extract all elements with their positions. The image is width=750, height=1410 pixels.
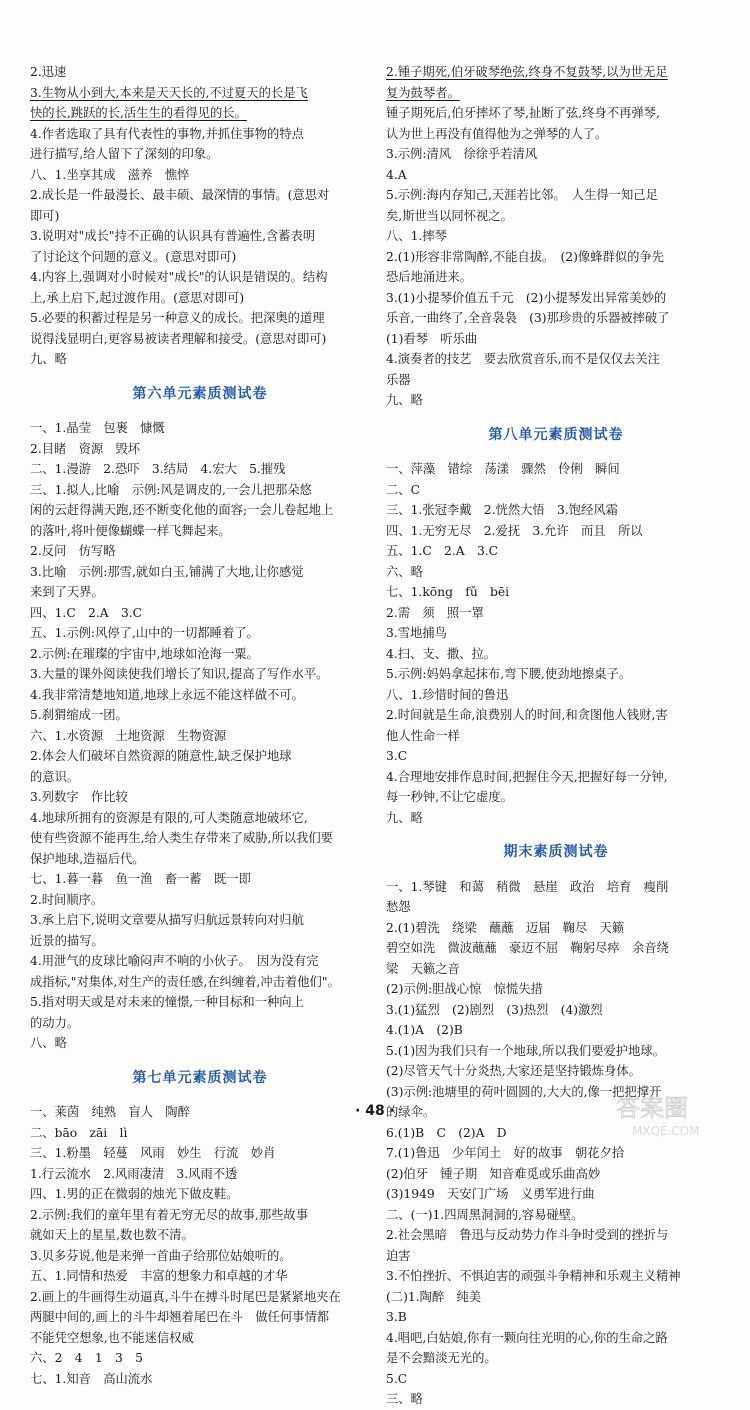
answer-line: 近景的描写。	[30, 933, 104, 948]
answer-line: (2)示例:胆战心惊 惊慌失措	[386, 982, 543, 996]
answer-line: 3.不怕挫折、不惧迫害的顽强斗争精神和乐观主义精神	[386, 1269, 681, 1283]
answer-line: 快的长,跳跃的长,活生生的看得见的长。	[30, 106, 247, 120]
answer-line: 的绿伞。	[386, 1105, 436, 1119]
answer-line: 2.(1)形容非常陶醉,不能自拔。 (2)像蜂群似的争先	[386, 249, 664, 264]
answer-line: 3.C	[386, 749, 408, 763]
answers-block-unit8	[386, 459, 726, 828]
answer-line: 3.示例:清风 徐徐乎若清风	[386, 147, 538, 161]
answer-line: 3.贝多芬说,他是来弹一首曲子给那位姑娘听的。	[30, 1248, 292, 1263]
answer-line: 的意识。	[30, 769, 80, 784]
section-title-final: 期末素质测试卷	[503, 844, 609, 860]
answer-line: 就如天上的星星,数也数不清。	[30, 1228, 194, 1242]
answer-line: 四、1.男的正在微弱的烛光下做皮鞋。	[30, 1187, 239, 1201]
answer-line: 六、1.水资源 土地资源 生物资源	[30, 728, 227, 743]
answer-line: 4.唱吧,白姑娘,你有一颗向往光明的心,你的生命之路	[386, 1330, 668, 1345]
answer-line: 3.说明对"成长"持不正确的认识具有普遍性,含蓄表明	[30, 229, 316, 243]
answer-line: 九、略	[30, 352, 67, 366]
answer-line: 矣,斯世当以同怀视之。	[386, 208, 513, 223]
answer-line: 4.A	[386, 167, 407, 182]
answer-line: 碧空如洗 微波蘸蘸 豪迈不屈 鞠躬尽瘁 余音绕	[386, 941, 669, 955]
section-title-unit8: 第八单元素质测试卷	[488, 426, 624, 443]
answer-line: 五、1.C 2.A 3.C	[386, 544, 499, 558]
answer-line: 的动力。	[30, 1015, 80, 1030]
answer-line: 保护地球,造福后代。	[30, 851, 145, 866]
answer-line: 九、略	[386, 393, 423, 407]
answers-block-unit7	[30, 1102, 370, 1389]
answer-line: 是不会黯淡无光的。	[386, 1351, 497, 1365]
answer-line: 乐音,一曲终了,全音袅袅 (3)那珍贵的乐器被摔破了	[386, 311, 670, 325]
answer-line: 八、1.摔琴	[386, 229, 447, 243]
answer-line: 2.迅速	[30, 65, 67, 79]
answer-line: 二、C	[386, 482, 421, 497]
answer-line: 5.示例:妈妈拿起抹布,弯下腰,使劲地擦桌子。	[386, 667, 632, 681]
answer-line: 五、1.同情和热爱 丰富的想象力和卓越的才华	[30, 1269, 288, 1283]
answer-line: 5.刹猬缩成一团。	[30, 708, 128, 722]
answer-line: 4.(1)A (2)B	[386, 1023, 463, 1037]
answer-line: 3.承上启下,说明文章要从描写归航远景转向对归航	[30, 913, 304, 927]
answer-line: 2.目睹 资源 毁坏	[30, 441, 141, 456]
answer-line: 三、略	[386, 1392, 423, 1406]
answer-line: (2)尽管天气十分炎热,大家还是坚持锻炼身体。	[386, 1064, 641, 1078]
answer-line: 说得浅显明白,更容易被读者理解和接受。(意思对即可)	[30, 331, 327, 346]
answer-line: 四、1.C 2.A 3.C	[30, 605, 143, 620]
answer-line: 3.(1)小提琴价值五千元 (2)小提琴发出异常美妙的	[386, 290, 667, 305]
answers-block-unit6	[30, 418, 370, 1054]
answer-line: 两腿中间的,画上的斗牛却翘着尾巴在斗 做任何事情都	[30, 1310, 330, 1324]
answer-line: 迫害	[386, 1248, 411, 1263]
answers-block-unit7-end	[386, 62, 726, 411]
answer-line: 5.示例:海内存知己,天涯若比邻。 人生得一知己足	[386, 188, 658, 202]
answer-line: 三、1.粉墨 轻蔓 风雨 妙生 行流 妙肖	[30, 1146, 276, 1160]
answers-block-unit5-end	[30, 62, 370, 370]
answer-line: 3.大量的课外阅读使我们增长了知识,提高了写作水平。	[30, 667, 329, 681]
answer-line: (二)1.陶醉 纯美	[386, 1289, 482, 1304]
answer-line: 4.作者选取了具有代表性的事物,并抓住事物的特点	[30, 126, 304, 141]
answer-line: 3.比喻 示例:那雪,就如白玉,铺满了大地,让你感觉	[30, 564, 304, 579]
watermark-main: 答案圈	[616, 1094, 688, 1122]
answer-line: 5.C	[386, 1371, 408, 1386]
answer-line: (3)示例:池塘里的荷叶圆圆的,大大的,像一把把撑开	[386, 1084, 662, 1099]
answer-line: 5.必要的积蓄过程是另一种意义的成长。把深奥的道理	[30, 311, 325, 325]
answer-line: 4.用泄气的皮球比喻闷声不响的小伙子。 因为没有完	[30, 954, 319, 968]
answer-line: 2.需 须 照一罩	[386, 605, 484, 620]
answer-line: 八、1.坐享其成 滋养 憔悴	[30, 167, 190, 182]
answer-line: 1.行云流水 2.风雨凄清 3.风雨不透	[30, 1166, 238, 1181]
answer-line: 使有些资源不能再生,给人类生存带来了威胁,所以我们要	[30, 831, 333, 845]
answer-line: 2.画上的牛画得生动逼真,斗牛在搏斗时尾巴是紧紧地夹在	[30, 1289, 341, 1304]
answer-line: 2.时间就是生命,浪费别人的时间,和贪图他人钱财,害	[386, 708, 668, 722]
answer-line: 4.地球所拥有的资源是有限的,可人类随意地破坏它,	[30, 810, 308, 825]
answer-line: 进行描写,给人留下了深刻的印象。	[30, 147, 219, 161]
answer-line: 七、1.暮一暮 鱼一渔 畜一蓄 既一即	[30, 872, 251, 886]
answer-line: (3)1949 天安门广场 义勇军进行曲	[386, 1187, 595, 1201]
answer-line: 4.合理地安排作息时间,把握住今天,把握好每一分钟,	[386, 769, 668, 784]
answer-line: 复为鼓琴者。	[386, 85, 460, 100]
answer-line: 即可)	[30, 208, 60, 223]
section-title-unit6: 第六单元素质测试卷	[132, 385, 268, 402]
answer-line: 乐器	[386, 372, 411, 387]
answer-line: 4.内容上,强调对小时候对"成长"的认识是错误的。结构	[30, 270, 328, 284]
answer-line: 一、1.晶莹 包裹 慷慨	[30, 421, 165, 435]
answer-line: 4.扫、支、撒、拉。	[386, 646, 497, 661]
answer-line: 2.(1)碧洗 绕梁 蘸蘸 迈届 鞠尽 天籁	[386, 920, 625, 935]
answer-line: 3.生物从小到大,本来是天天长的,不过夏天的长是飞	[30, 85, 308, 100]
answer-line: 2.示例:在璀璨的宇宙中,地球如沧海一粟。	[30, 646, 259, 661]
left-column	[30, 62, 370, 1389]
answer-line: 2.时间顺序。	[30, 892, 104, 907]
watermark-sub: MXQE.COM	[632, 1124, 700, 1138]
answer-line: 九、略	[386, 810, 423, 825]
answer-line: 2.示例:我们的童年里有着无穷无尽的故事,那些故事	[30, 1207, 309, 1222]
answer-line: 八、1.珍惜时间的鲁迅	[386, 687, 509, 702]
answer-line: 三、1.张冠李戴 2.恍然大悟 3.饱经风霜	[386, 503, 618, 517]
answer-line: 愁怨	[386, 900, 411, 914]
answer-line: 2.反问 仿写略	[30, 544, 116, 558]
answer-line: 4.演奏者的技艺 要去欣赏音乐,而不是仅仅去关注	[386, 352, 660, 366]
answer-line: 恐后地涌进来。	[386, 270, 473, 284]
answer-line: 4.我非常清楚地知道,地球上永远不能这样做不可。	[30, 687, 304, 702]
section-title-unit7: 第七单元素质测试卷	[132, 1069, 268, 1086]
answer-line: 二、(一)1.四周黑洞洞的,容易碰壁。	[386, 1207, 584, 1222]
answer-line: 2.社会黑暗 鲁迅与反动势力作斗争时受到的挫折与	[386, 1228, 669, 1242]
answer-line: 5.(1)因为我们只有一个地球,所以我们要爱护地球。	[386, 1043, 665, 1058]
answer-line: 四、1.无穷无尽 2.爱抚 3.允许 而且 所以	[386, 523, 643, 538]
answer-line: 6.(1)B C (2)A D	[386, 1125, 507, 1140]
answer-line: 3.列数字 作比较	[30, 790, 128, 804]
answer-line: 七、1.kōng fǔ bēi	[386, 585, 510, 599]
answer-line: 3.雪地捕鸟	[386, 626, 447, 640]
answer-line: 2.成长是一件最漫长、最丰硕、最深情的事情。(意思对	[30, 188, 330, 202]
answer-line: 不能凭空想象,也不能迷信权威	[30, 1330, 194, 1345]
answer-line: 认为世上再没有值得他为之弹琴的人了。	[386, 126, 608, 141]
answer-line: 2.体会人们破坏自然资源的随意性,缺乏保护地球	[30, 749, 292, 763]
answer-line: 3.B	[386, 1310, 407, 1324]
answer-line: 他人性命一样	[386, 728, 460, 743]
answer-line: 六、略	[386, 564, 423, 579]
answer-line: (1)看琴 听乐曲	[386, 331, 478, 346]
answer-line: 3.(1)猛烈 (2)剧烈 (3)热烈 (4)激烈	[386, 1002, 603, 1017]
right-column	[386, 62, 726, 1410]
answer-line: 一、萍藻 错综 荡漾 骤然 伶俐 瞬间	[386, 462, 620, 476]
answer-line: 三、1.拟人,比喻 示例:风是调皮的,一会儿把那朵悠	[30, 482, 312, 497]
answer-line: 5.指对明天或是对未来的憧憬,一种目标和一种向上	[30, 995, 304, 1009]
answer-line: 来到了天界。	[30, 585, 104, 599]
answer-line: 了讨论这个问题的意义。(意思对即可)	[30, 249, 237, 264]
answer-line: 的落叶,将叶便像蝴蝶一样飞舞起来。	[30, 523, 231, 538]
answer-line: 七、1.知音 高山流水	[30, 1371, 153, 1386]
answer-line: 五、1.示例:风停了,山中的一切都睡着了。	[30, 626, 259, 640]
answer-line: 六、2 4 1 3 5	[30, 1351, 143, 1365]
answer-line: 八、略	[30, 1036, 67, 1050]
answer-line: 7.(1)鲁迅 少年闰土 好的故事 朝花夕拾	[386, 1146, 625, 1160]
answer-line: (2)伯牙 锺子期 知音难觅或乐曲高妙	[386, 1166, 601, 1181]
answer-line: 梁 天籁之音	[386, 961, 460, 976]
answer-line: 每一秒钟,不让它虚度。	[386, 790, 513, 804]
answer-line: 锺子期死后,伯牙摔坏了琴,扯断了弦,终身不再弹琴,	[386, 106, 660, 120]
answer-line: 二、bāo zāi lì	[30, 1125, 128, 1140]
answer-line: 成指标,"对集体,对生产的责任感,在纠缠着,冲击着他们"。	[30, 974, 340, 989]
answer-line: 一、莱茵 纯熟 盲人 陶醉	[30, 1105, 190, 1119]
answer-line: 一、1.琴键 和蔼 稍微 悬崖 政治 培育 瘦削	[386, 879, 669, 894]
answer-line: 2.锺子期死,伯牙破琴绝弦,终身不复鼓琴,以为世无足	[386, 65, 668, 79]
answer-line: 二、1.漫游 2.恐吓 3.结局 4.宏大 5.摧残	[30, 462, 286, 476]
answer-line: 闲的云赶得满天跑,还不断变化他的面容;一会儿卷起地上	[30, 503, 334, 517]
page-number: · 48 ·	[355, 1103, 395, 1119]
answers-block-final	[386, 877, 726, 1410]
answer-line: 上,承上启下,起过渡作用。(意思对即可)	[30, 290, 245, 305]
